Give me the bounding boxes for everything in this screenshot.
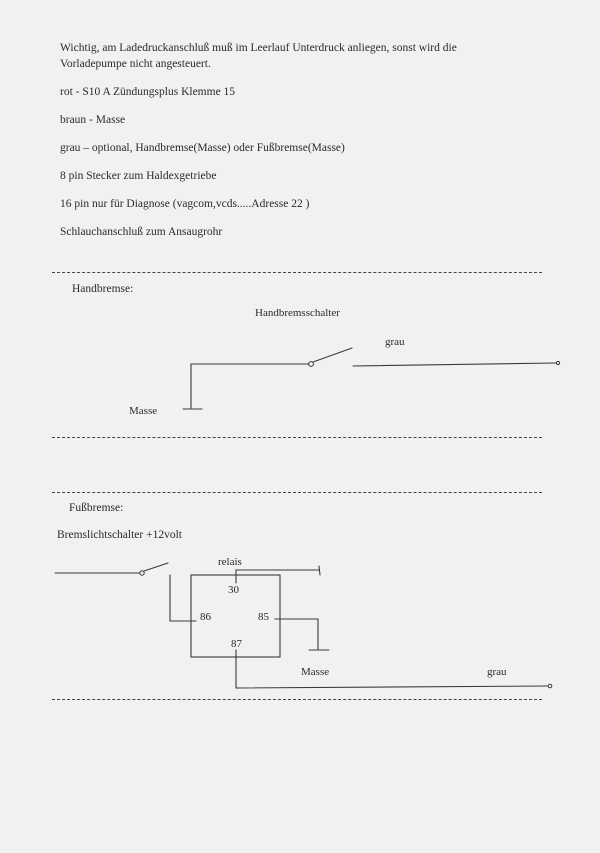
relay-pin-85: 85 xyxy=(258,611,269,623)
relay-label: relais xyxy=(218,556,242,568)
handbrake-wire-end-icon xyxy=(556,361,559,364)
handbrake-ground-label: Masse xyxy=(129,405,158,417)
relay-pin-87: 87 xyxy=(231,638,242,650)
note-hose: Schlauchanschluß zum Ansaugrohr xyxy=(60,226,223,238)
brake-switch-lever xyxy=(144,563,168,571)
footbrake-heading: Fußbremse: xyxy=(69,502,124,514)
relay-box xyxy=(191,575,280,657)
handbrake-wire-label: grau xyxy=(385,336,405,348)
note-16pin: 16 pin nur für Diagnose (vagcom,vcds.....Adresse 22 ) xyxy=(60,198,310,210)
note-red-wire: rot - S10 A Zündungsplus Klemme 15 xyxy=(60,86,236,98)
note-brown-wire: braun - Masse xyxy=(60,114,126,126)
footbrake-ground-label: Masse xyxy=(301,666,330,678)
note-8pin: 8 pin Stecker zum Haldexgetriebe xyxy=(60,170,217,182)
handbrake-ground-wire xyxy=(191,364,309,408)
relay-pin-30: 30 xyxy=(228,584,239,596)
pin87-output-wire xyxy=(236,650,548,688)
handbrake-circuit xyxy=(183,348,560,409)
footbrake-switch-label: Bremslichtschalter +12volt xyxy=(57,529,182,541)
relay-pin-86: 86 xyxy=(200,611,211,623)
pin30-feed-tick xyxy=(319,566,320,575)
switch-to-pin86-wire xyxy=(170,575,196,621)
pin87-wire-end-icon xyxy=(548,684,552,688)
handbrake-switch-lever xyxy=(313,348,352,362)
intro-line-2: Vorladepumpe nicht angesteuert. xyxy=(60,58,211,70)
note-grey-wire: grau – optional, Handbremse(Masse) oder Fußbremse(Masse) xyxy=(60,142,345,154)
footbrake-circuit xyxy=(55,563,552,688)
intro-line-1: Wichtig, am Ladedruckanschluß muß im Leerlauf Unterdruck anliegen, sonst wird die xyxy=(60,42,457,54)
pin30-feed-wire xyxy=(236,570,319,583)
handbrake-heading: Handbremse: xyxy=(72,283,134,295)
handbrake-switch-label: Handbremsschalter xyxy=(255,307,340,319)
pin85-ground-wire xyxy=(275,619,318,650)
footbrake-wire-label: grau xyxy=(487,666,507,678)
handbrake-grey-wire xyxy=(353,363,556,366)
